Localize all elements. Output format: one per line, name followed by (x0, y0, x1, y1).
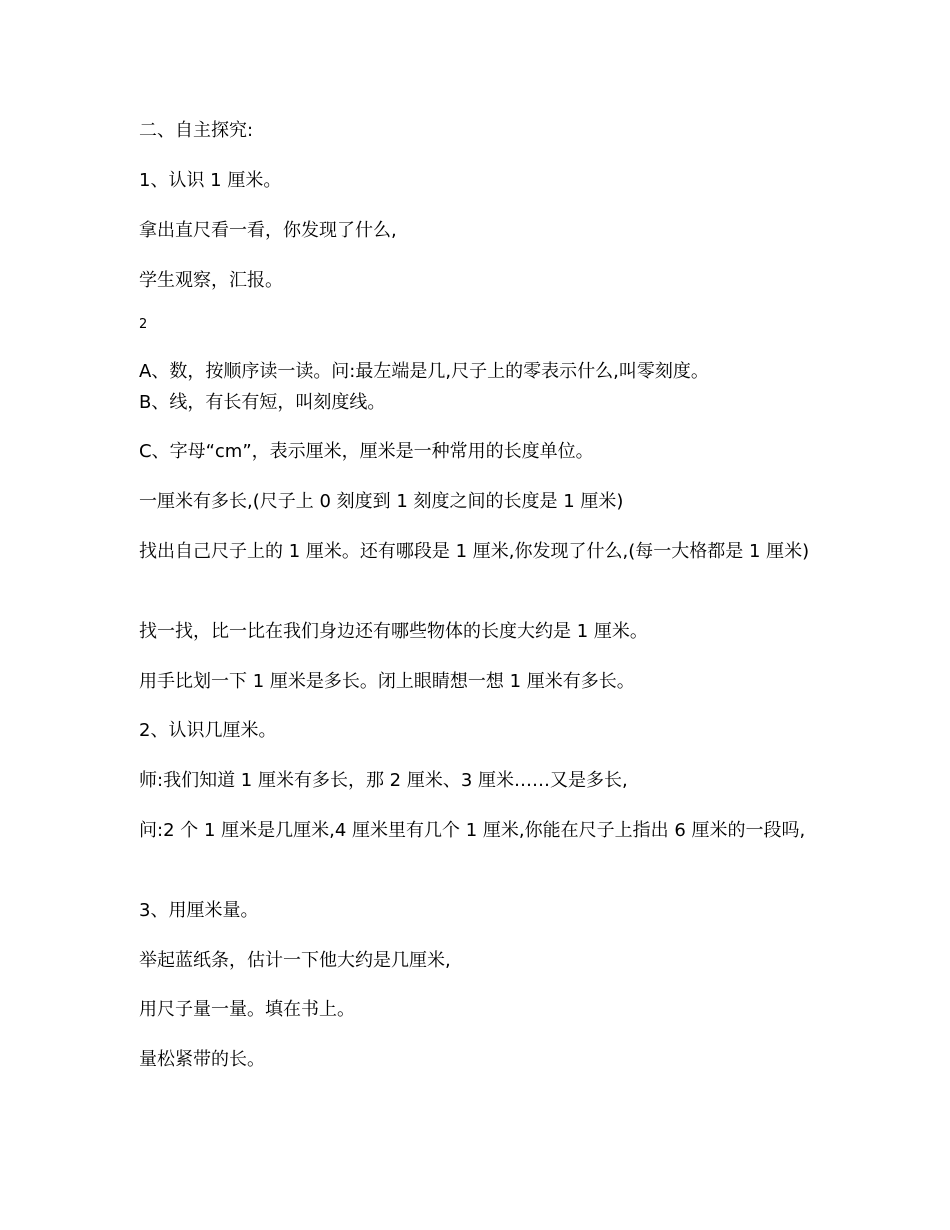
paragraph: 举起蓝纸条，估计一下他大约是几厘米, (139, 950, 451, 971)
paragraph: 问:2 个 1 厘米是几厘米,4 厘米里有几个 1 厘米,你能在尺子上指出 6 厘米的一段吗, (139, 820, 806, 841)
subheading-measure-with-cm: 3、用厘米量。 (139, 900, 259, 921)
paragraph: C、字母“cm”，表示厘米，厘米是一种常用的长度单位。 (139, 441, 594, 462)
paragraph: 用尺子量一量。填在书上。 (139, 999, 355, 1020)
paragraph: 一厘米有多长,(尺子上 0 刻度到 1 刻度之间的长度是 1 厘米) (139, 491, 624, 512)
paragraph: A、数，按顺序读一读。问:最左端是几,尺子上的零表示什么,叫零刻度。 (139, 361, 709, 382)
paragraph: 找一找，比一比在我们身边还有哪些物体的长度大约是 1 厘米。 (139, 621, 648, 642)
paragraph: 找出自己尺子上的 1 厘米。还有哪段是 1 厘米,你发现了什么,(每一大格都是 1 厘米) (139, 541, 810, 562)
page-number: 2 (139, 317, 148, 332)
subheading-know-several-cm: 2、认识几厘米。 (139, 720, 277, 741)
paragraph: 用手比划一下 1 厘米是多长。闭上眼睛想一想 1 厘米有多长。 (139, 671, 635, 692)
subheading-know-1cm: 1、认识 1 厘米。 (139, 170, 282, 191)
paragraph: 学生观察，汇报。 (139, 270, 283, 291)
section-heading-self-exploration: 二、自主探究: (139, 120, 254, 141)
paragraph: 拿出直尺看一看，你发现了什么, (139, 220, 397, 241)
paragraph: B、线，有长有短，叫刻度线。 (139, 392, 386, 413)
paragraph: 师:我们知道 1 厘米有多长，那 2 厘米、3 厘米……又是多长, (139, 770, 628, 791)
paragraph: 量松紧带的长。 (139, 1049, 265, 1070)
